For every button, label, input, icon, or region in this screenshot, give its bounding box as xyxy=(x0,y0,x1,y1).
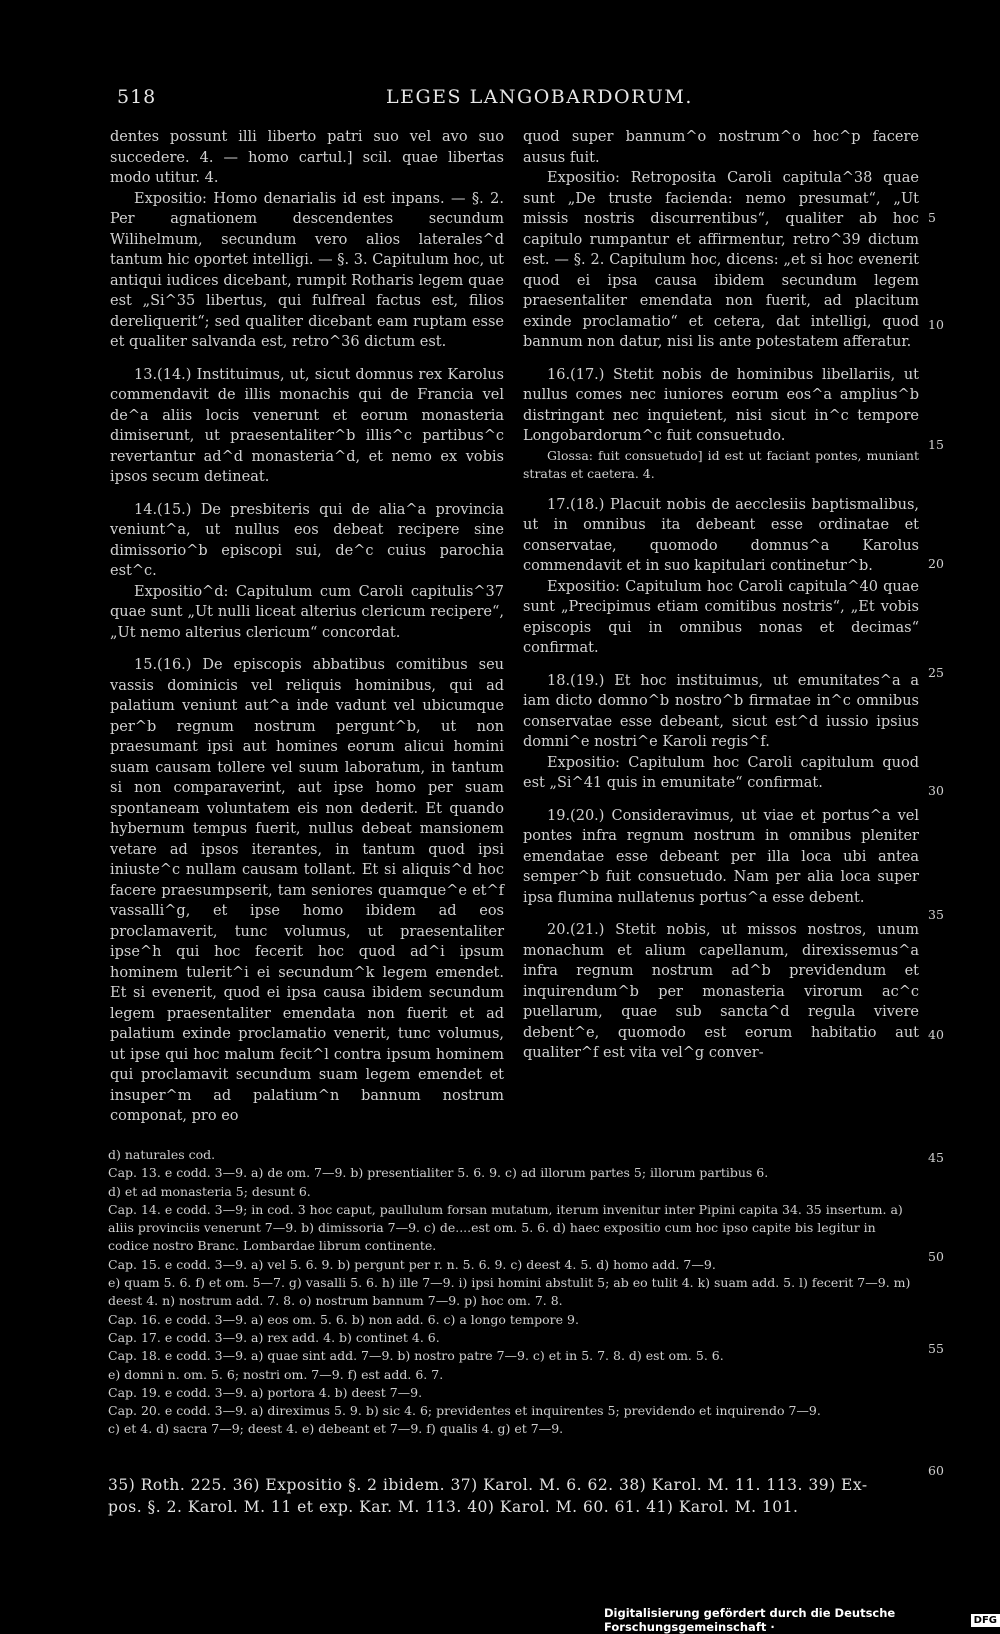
footnote-line: Cap. 13. e codd. 3—9. a) de om. 7—9. b) presentialiter 5. 6. 9. c) ad illorum partes 5; illorum partibus 6. xyxy=(108,1165,769,1181)
footnote-line: Cap. 14. e codd. 3—9; in cod. 3 hoc caput, paullulum forsan mutatum, iterum invenitur inter Pipini capita 34. 35 insertum. a) aliis provinciis venerunt 7—9. b) dimissoria 7—9. c) de....est om. 5. 6. d) haec expositio cum hoc ipso capite bis legitur in codice nostro Branc. Lombardae librum continente. xyxy=(108,1201,903,1254)
footnote-line: Cap. 15. e codd. 3—9. a) vel 5. 6. 9. b) pergunt per r. n. 5. 6. 9. c) deest 4. 5. d) homo add. 7—9. xyxy=(108,1256,716,1272)
line-number: 5 xyxy=(928,210,936,225)
paragraph: quod super bannum^o nostrum^o hoc^p facere ausus fuit. xyxy=(523,129,919,166)
paragraph: 20.(21.) Stetit nobis, ut missos nostros, unum monachum et alium capellanum, direxissemus^a infra regnum nostrum ad^b previdendum et inquirendum^b per monasteria virorum ac^c puellarum, quae sub sancta^d regula vivere debent^e, quomodo est eorum habitatio aut qualiter^f est vita vel^g conver- xyxy=(523,922,919,1061)
line-number: 60 xyxy=(928,1463,944,1478)
reference-line: pos. §. 2. Karol. M. 11 et exp. Kar. M. 113. 40) Karol. M. 60. 61. 41) Karol. M. 101. xyxy=(108,1498,799,1516)
paragraph: 13.(14.) Instituimus, ut, sicut domnus rex Karolus commendavit de illis monachis qui de Francia vel de^a aliis locis venerunt et eorum monasteria dimiserunt, ut praesentaliter^b illis^c partibus^c revertantur ad^d monasteria^d, et nemo ex vobis ipsos secum detineat. xyxy=(110,366,504,485)
paragraph: 14.(15.) De presbiteris qui de alia^a provincia veniunt^a, ut nullus eos debeat recipere sine dimissorio^b episcopi sui, de^c cuius parochia est^c. xyxy=(110,501,504,579)
line-number: 25 xyxy=(928,665,944,680)
footnote-line: d) et ad monasteria 5; desunt 6. xyxy=(108,1183,311,1199)
line-number: 10 xyxy=(928,317,944,332)
line-number: 55 xyxy=(928,1341,944,1356)
line-number: 20 xyxy=(928,556,944,571)
gloss: Glossa: fuit consuetudo] id est ut faciant pontes, muniant stratas et caetera. 4. xyxy=(523,447,919,481)
footnote-line: Cap. 19. e codd. 3—9. a) portora 4. b) deest 7—9. xyxy=(108,1384,423,1400)
footnote-line: Cap. 17. e codd. 3—9. a) rex add. 4. b) continet 4. 6. xyxy=(108,1329,440,1345)
footnote-line: e) domni n. om. 5. 6; nostri om. 7—9. f) est add. 6. 7. xyxy=(108,1366,444,1382)
paragraph: Expositio: Retroposita Caroli capitula^38 quae sunt „De truste facienda: nemo presumat“, „Ut missis nostris discurrentibus“, qualiter ab hoc capitulo rumpantur et affirmentur, retro^39 dictum est. — §. 2. Capitulum hoc, dicens: „et si hoc evenerit quod ei ipsa causa ibidem secundum legem praesentaliter emendata non fuerit, ad placitum exinde proclamatio“ et cetera, dat intelligi, quod bannum non datur, nisi lis ante potestatem afferatur. xyxy=(523,170,919,350)
paragraph: 18.(19.) Et hoc instituimus, ut emunitates^a a iam dicto domno^b nostro^b firmatae in^c omnibus conservatae esse debeant, sicut est^d iussio ipsius domni^e nostri^e Karoli regis^f. xyxy=(523,672,919,750)
footnote-line: c) et 4. d) sacra 7—9; deest 4. e) debeant et 7—9. f) qualis 4. g) et 7—9. xyxy=(108,1421,564,1437)
paragraph: dentes possunt illi liberto patri suo vel avo suo succedere. 4. — homo cartul.] scil. quae libertas modo utitur. 4. xyxy=(110,129,504,186)
paragraph: 19.(20.) Consideravimus, ut viae et portus^a vel pontes infra regnum nostrum in omnibus pleniter emendatae esse debeant per illa loca ubi antea semper^b fuit consuetudo. Nam per alia loca super ipsa flumina nullatenus portus^a esse debent. xyxy=(523,807,919,906)
paragraph: 16.(17.) Stetit nobis de hominibus libellariis, ut nullus comes nec iuniores eorum eos^a amplius^b distringant nec inquietent, nisi sicut in^c tempore Longobardorum^c fuit consuetudo. xyxy=(523,366,919,444)
reference-line: 35) Roth. 225. 36) Expositio §. 2 ibidem. 37) Karol. M. 6. 62. 38) Karol. M. 11. 113. 39) Ex- xyxy=(108,1476,868,1494)
footnote-line: Cap. 20. e codd. 3—9. a) direximus 5. 9. b) sic 4. 6; previdentes et inquirentes 5; previdendo et inquirendo 7—9. xyxy=(108,1403,821,1419)
line-number: 35 xyxy=(928,907,944,922)
credit-text: Digitalisierung gefördert durch die Deutsche Forschungsgemeinschaft · xyxy=(604,1606,896,1634)
line-number: 15 xyxy=(928,437,944,452)
paragraph: Expositio: Homo denarialis id est inpans. — §. 2. Per agnationem descendentes secundum Wilihelmum, secundum vero alios laterales^d tantum hic oportet intelligi. — §. 3. Capitulum hoc, ut antiqui iudices dicebant, rumpit Rotharis legem quae est „Si^35 libertus, qui fulfreal factus est, filios dereliquerit“; sed qualiter dicebant eam ruptam esse et qualiter salvanda est, retro^36 dictum est. xyxy=(110,190,504,350)
dfg-logo: DFG xyxy=(971,1614,1000,1627)
paragraph: Expositio: Capitulum hoc Caroli capitulum quod est „Si^41 quis in emunitate“ confirmat. xyxy=(523,754,919,791)
footnote-line: d) naturales cod. xyxy=(108,1147,216,1162)
paragraph: 15.(16.) De episcopis abbatibus comitibus seu vassis dominicis vel reliquis hominibus, qui ad palatium veniunt aut^a inde vadunt vel ubicumque per^b regnum nostrum pergunt^b, ut non praesumant ipsi aut homines eorum alicui homini suam causam tollere vel suum laboratum, in tantum si non comparaverint, aut ipse homo per suam spontaneam voluntatem eis non dederit. Et quando hybernum tempus fuerit, nullus debeat mansionem vetare ad ipsos iterantes, in tantum quod ipsi iniuste^c nullam causam tollant. Et si aliquis^d hoc facere praesumpserit, tam seniores quamque^e et^f vassalli^g, et ipse homo ibidem ad eos proclamaverit, tunc volumus, ut praesentaliter ipse^h qui hoc fecerit hoc quod ad^i ipsum hominem tulerit^i ei secundum^k legem emendet. Et si evenerit, quod ei ipsa causa ibidem secundum legem praesentaliter emendata non fuerit et ad palatium exinde proclamatio venerit, tunc volumus, ut ipse qui hoc malum fecit^l contra ipsum hominem qui proclamavit secundum suam legem emendet et insuper^m ad palatium^n bannum nostrum componat, pro eo xyxy=(110,657,504,1124)
footnote-line: e) quam 5. 6. f) et om. 5—7. g) vasalli 5. 6. h) ille 7—9. i) ipsi homini abstulit 5; ab eo tulit 4. k) suam add. 5. l) fecerit 7—9. m) deest 4. n) nostrum add. 7. 8. o) nostrum bannum 7—9. p) hoc om. 7. 8. xyxy=(108,1275,911,1309)
right-column xyxy=(523,127,919,1064)
source-references xyxy=(108,1474,928,1518)
digitization-credit xyxy=(604,1606,1000,1634)
line-number: 45 xyxy=(928,1150,944,1165)
left-column xyxy=(110,127,504,1127)
line-number: 30 xyxy=(928,783,944,798)
critical-apparatus xyxy=(108,1146,920,1439)
page-number: 518 xyxy=(117,86,157,108)
paragraph: 17.(18.) Placuit nobis de aecclesiis baptismalibus, ut in omnibus ita debeant esse ordinatae et conservatae, quomodo domnus^a Karolus commendavit et in suo kapitulari continetur^b. xyxy=(523,496,919,574)
paragraph: Expositio: Capitulum hoc Caroli capitula^40 quae sunt „Precipimus etiam comitibus nostris“, „Et vobis episcopis qui in omnibus nonas et decimas“ confirmat. xyxy=(523,578,919,656)
paragraph: Expositio^d: Capitulum cum Caroli capitulis^37 quae sunt „Ut nulli liceat alterius clericum recipere“, „Ut nemo alterius clericum“ concordat. xyxy=(110,583,504,641)
line-number: 50 xyxy=(928,1249,944,1264)
footnote-line: Cap. 16. e codd. 3—9. a) eos om. 5. 6. b) non add. 6. c) a longo tempore 9. xyxy=(108,1311,579,1327)
running-title: LEGES LANGOBARDORUM. xyxy=(386,86,693,108)
footnote-line: Cap. 18. e codd. 3—9. a) quae sint add. 7—9. b) nostro patre 7—9. c) et in 5. 7. 8. d) est om. 5. 6. xyxy=(108,1348,724,1364)
line-number: 40 xyxy=(928,1027,944,1042)
